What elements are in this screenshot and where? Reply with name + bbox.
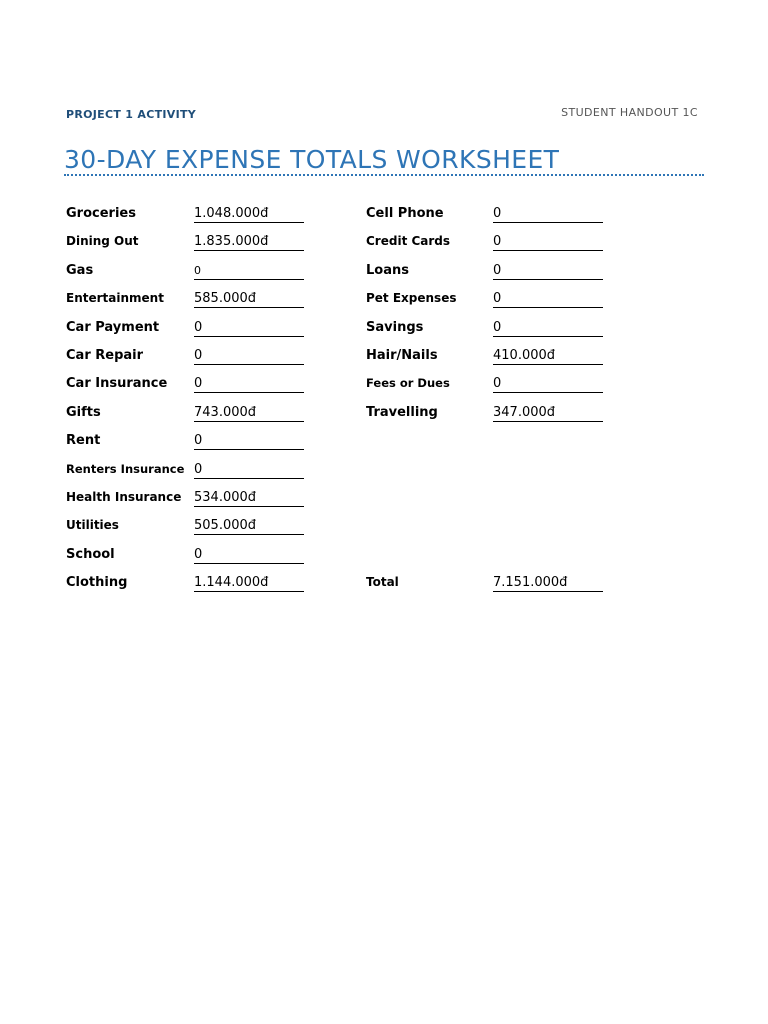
expense-label: Credit Cards [366, 234, 451, 249]
expense-value-field: 505.000đ [194, 518, 304, 535]
expense-label: Pet Expenses [366, 291, 457, 306]
handout-label: STUDENT HANDOUT 1C [561, 106, 698, 119]
total-label: Total [366, 575, 399, 590]
expense-label: Car Insurance [66, 376, 168, 392]
expense-value-field: 1.144.000đ [194, 575, 304, 592]
expense-value-field: 585.000đ [194, 291, 304, 308]
expense-value-field: 347.000đ [493, 405, 603, 422]
expense-label: Loans [366, 262, 409, 278]
expense-label: Renters Insurance [66, 461, 185, 476]
expense-value-field: 0 [194, 462, 304, 479]
expense-label: Gas [66, 262, 94, 278]
project-label: PROJECT 1 ACTIVITY [66, 108, 197, 121]
expense-value-field: 0 [493, 320, 603, 337]
expense-label: Entertainment [66, 291, 164, 306]
expense-label: Rent [66, 433, 101, 449]
page-title: 30-DAY EXPENSE TOTALS WORKSHEET [64, 146, 704, 176]
expense-value-field: 0 [493, 291, 603, 308]
expense-label: School [66, 546, 115, 562]
expense-label: Car Payment [66, 319, 160, 335]
expense-value-field: 0 [493, 206, 603, 223]
expense-value-field: 534.000đ [194, 490, 304, 507]
expense-label: Car Repair [66, 347, 144, 363]
expense-label: Savings [366, 319, 424, 335]
expense-label: Clothing [66, 575, 128, 591]
expense-value-field: 1.048.000đ [194, 206, 304, 223]
expense-value-field: 0 [194, 433, 304, 450]
expense-value-field: 0 [194, 348, 304, 365]
expense-value-field: 0 [194, 263, 304, 280]
expense-label: Gifts [66, 404, 101, 420]
expense-value-field: 0 [194, 320, 304, 337]
total-value-field: 7.151.000đ [493, 575, 603, 592]
expense-value-field: 1.835.000đ [194, 234, 304, 251]
expense-label: Travelling [366, 404, 438, 420]
expense-label: Fees or Dues [366, 376, 450, 391]
expense-value-field: 0 [194, 376, 304, 393]
expense-value-field: 0 [493, 376, 603, 393]
expense-label: Utilities [66, 518, 119, 533]
expense-value-field: 743.000đ [194, 405, 304, 422]
expense-value-field: 0 [493, 234, 603, 251]
expense-value-field: 0 [493, 263, 603, 280]
expense-label: Cell Phone [366, 206, 444, 221]
expense-value-field: 0 [194, 547, 304, 564]
expense-label: Dining Out [66, 234, 139, 249]
expense-label: Health Insurance [66, 489, 182, 504]
expense-label: Groceries [66, 206, 136, 221]
expense-label: Hair/Nails [366, 347, 438, 363]
expense-value-field: 410.000đ [493, 348, 603, 365]
